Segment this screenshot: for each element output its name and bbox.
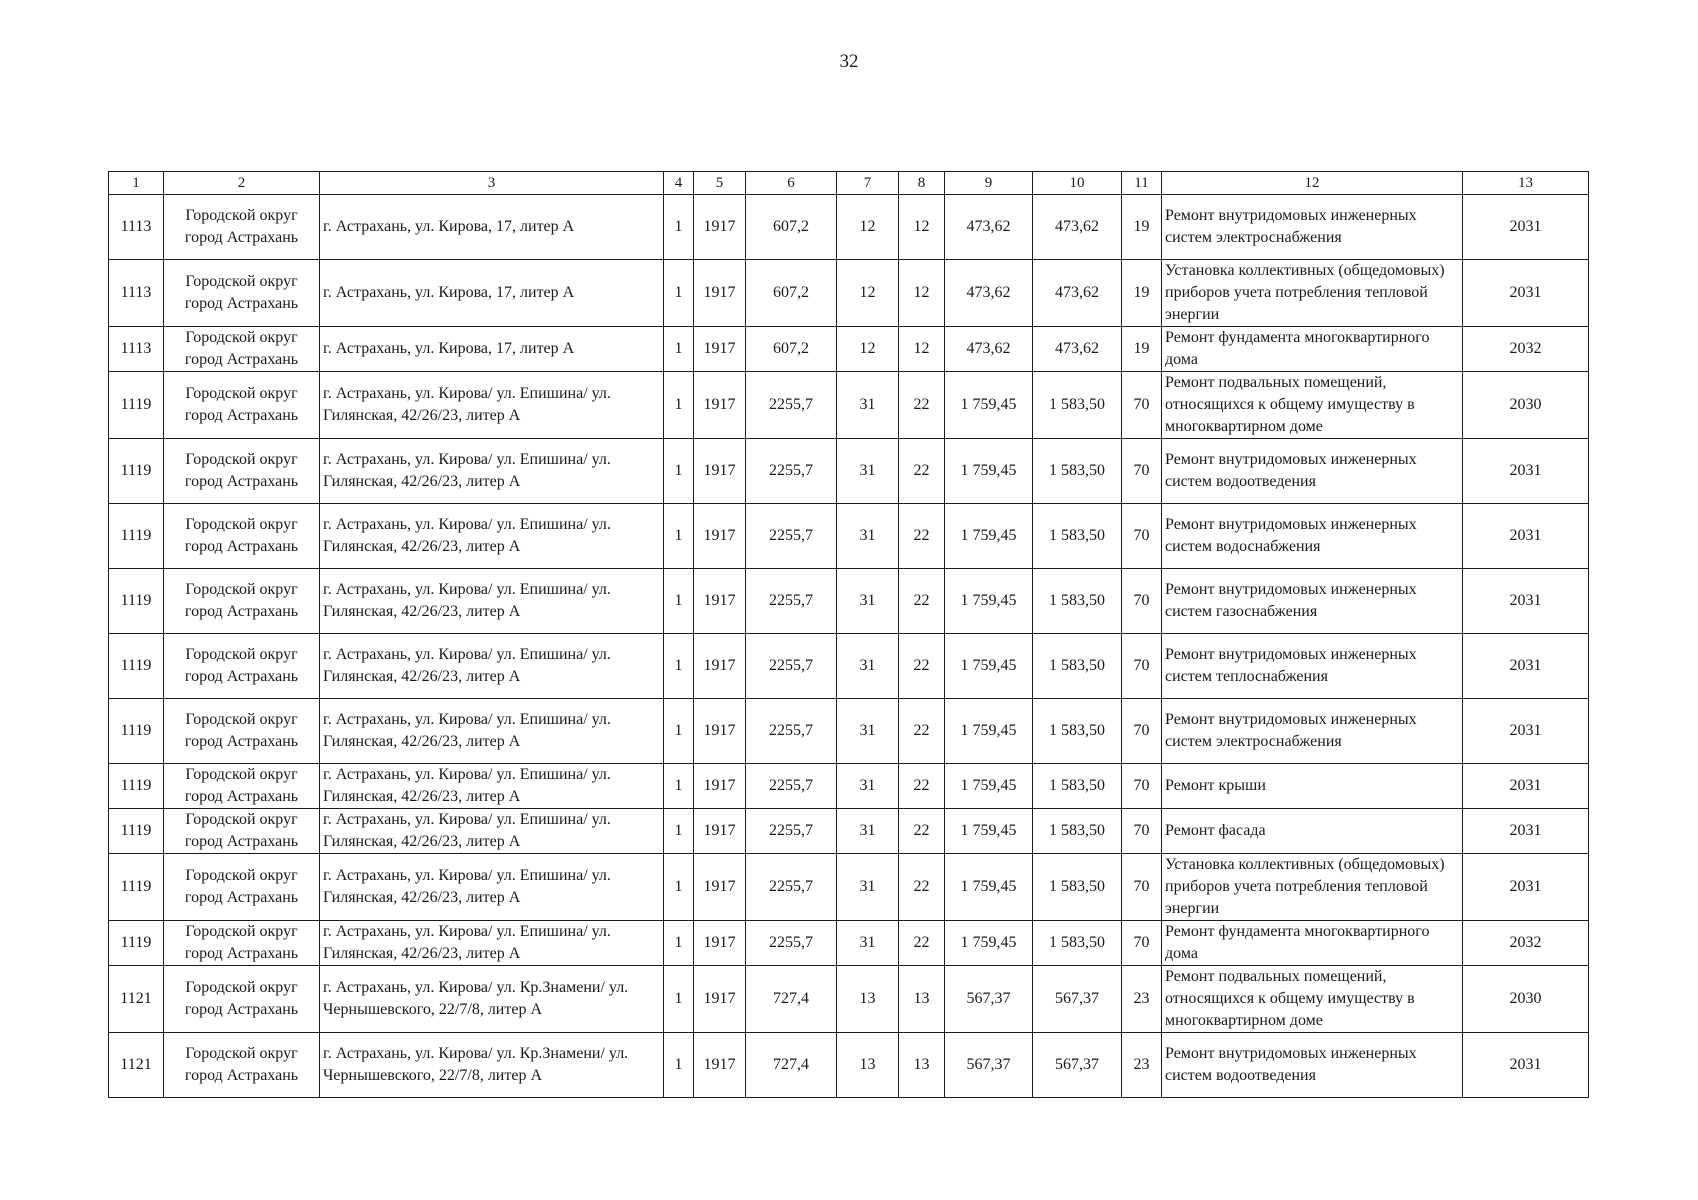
cell-col-8-value: 22 [899, 764, 945, 809]
cell-planned-year: 2032 [1463, 921, 1589, 966]
cell-planned-year: 2031 [1463, 439, 1589, 504]
cell-record-number: 1119 [109, 809, 164, 854]
cell-work-type: Ремонт подвальных помещений, относящихся к общему имуществу в многоквартирном доме [1162, 372, 1463, 439]
cell-col-9-area: 1 759,45 [945, 921, 1033, 966]
cell-work-type: Ремонт внутридомовых инженерных систем теплоснабжения [1162, 634, 1463, 699]
cell-total-area: 2255,7 [746, 439, 837, 504]
cell-municipality: Городской округ город Астрахань [164, 372, 320, 439]
cell-col-7-value: 31 [837, 439, 899, 504]
cell-address: г. Астрахань, ул. Кирова/ ул. Епишина/ ул. Гилянская, 42/26/23, литер А [320, 439, 664, 504]
cell-col-8-value: 13 [899, 1033, 945, 1098]
cell-col-7-value: 31 [837, 634, 899, 699]
table-row [109, 921, 1589, 966]
cell-planned-year: 2031 [1463, 1033, 1589, 1098]
cell-col-8-value: 22 [899, 921, 945, 966]
cell-work-type: Ремонт внутридомовых инженерных систем электроснабжения [1162, 699, 1463, 764]
table-row [109, 854, 1589, 921]
cell-col-11-value: 70 [1122, 809, 1162, 854]
cell-col-4-value: 1 [664, 439, 694, 504]
cell-total-area: 2255,7 [746, 764, 837, 809]
cell-col-7-value: 31 [837, 504, 899, 569]
cell-col-7-value: 31 [837, 921, 899, 966]
cell-record-number: 1119 [109, 699, 164, 764]
table-row [109, 1033, 1589, 1098]
cell-work-type: Ремонт фундамента многоквартирного дома [1162, 921, 1463, 966]
cell-address: г. Астрахань, ул. Кирова/ ул. Кр.Знамени/ ул. Чернышевского, 22/7/8, литер А [320, 1033, 664, 1098]
cell-record-number: 1113 [109, 195, 164, 260]
table-row [109, 966, 1589, 1033]
cell-municipality: Городской округ город Астрахань [164, 634, 320, 699]
cell-col-4-value: 1 [664, 966, 694, 1033]
cell-col-8-value: 13 [899, 966, 945, 1033]
cell-planned-year: 2031 [1463, 699, 1589, 764]
cell-work-type: Ремонт крыши [1162, 764, 1463, 809]
cell-record-number: 1119 [109, 439, 164, 504]
cell-municipality: Городской округ город Астрахань [164, 809, 320, 854]
cell-build-year: 1917 [694, 372, 746, 439]
cell-address: г. Астрахань, ул. Кирова/ ул. Епишина/ ул. Гилянская, 42/26/23, литер А [320, 764, 664, 809]
repair-schedule-table [108, 171, 1589, 1098]
cell-planned-year: 2031 [1463, 634, 1589, 699]
cell-col-10-area: 1 583,50 [1033, 854, 1122, 921]
cell-build-year: 1917 [694, 260, 746, 327]
cell-build-year: 1917 [694, 854, 746, 921]
cell-address: г. Астрахань, ул. Кирова/ ул. Епишина/ ул. Гилянская, 42/26/23, литер А [320, 504, 664, 569]
cell-municipality: Городской округ город Астрахань [164, 854, 320, 921]
table-header [109, 172, 1589, 195]
cell-planned-year: 2030 [1463, 966, 1589, 1033]
cell-col-11-value: 70 [1122, 764, 1162, 809]
table-row [109, 327, 1589, 372]
cell-col-9-area: 1 759,45 [945, 569, 1033, 634]
cell-col-9-area: 1 759,45 [945, 854, 1033, 921]
cell-col-8-value: 12 [899, 195, 945, 260]
cell-col-4-value: 1 [664, 569, 694, 634]
cell-record-number: 1119 [109, 634, 164, 699]
cell-col-8-value: 22 [899, 634, 945, 699]
cell-planned-year: 2030 [1463, 372, 1589, 439]
column-header-2: 2 [164, 172, 320, 195]
cell-work-type: Ремонт внутридомовых инженерных систем электроснабжения [1162, 195, 1463, 260]
cell-col-11-value: 19 [1122, 260, 1162, 327]
cell-col-7-value: 13 [837, 1033, 899, 1098]
cell-col-11-value: 70 [1122, 439, 1162, 504]
cell-municipality: Городской округ город Астрахань [164, 260, 320, 327]
column-header-4: 4 [664, 172, 694, 195]
cell-col-8-value: 12 [899, 260, 945, 327]
cell-work-type: Ремонт внутридомовых инженерных систем водоотведения [1162, 1033, 1463, 1098]
table-row [109, 809, 1589, 854]
cell-col-9-area: 1 759,45 [945, 372, 1033, 439]
column-header-3: 3 [320, 172, 664, 195]
cell-col-9-area: 1 759,45 [945, 439, 1033, 504]
cell-municipality: Городской округ город Астрахань [164, 439, 320, 504]
cell-build-year: 1917 [694, 699, 746, 764]
cell-total-area: 2255,7 [746, 372, 837, 439]
table-row [109, 195, 1589, 260]
cell-record-number: 1119 [109, 921, 164, 966]
cell-build-year: 1917 [694, 195, 746, 260]
cell-municipality: Городской округ город Астрахань [164, 569, 320, 634]
cell-col-11-value: 70 [1122, 921, 1162, 966]
table-row [109, 504, 1589, 569]
cell-col-10-area: 1 583,50 [1033, 921, 1122, 966]
column-header-10: 10 [1033, 172, 1122, 195]
cell-col-7-value: 31 [837, 764, 899, 809]
cell-col-11-value: 70 [1122, 569, 1162, 634]
cell-work-type: Ремонт подвальных помещений, относящихся к общему имуществу в многоквартирном доме [1162, 966, 1463, 1033]
cell-record-number: 1119 [109, 504, 164, 569]
cell-col-10-area: 473,62 [1033, 260, 1122, 327]
cell-total-area: 2255,7 [746, 504, 837, 569]
cell-work-type: Ремонт фасада [1162, 809, 1463, 854]
cell-col-8-value: 22 [899, 569, 945, 634]
cell-col-10-area: 1 583,50 [1033, 439, 1122, 504]
cell-col-11-value: 19 [1122, 327, 1162, 372]
cell-col-8-value: 22 [899, 699, 945, 764]
cell-col-11-value: 70 [1122, 634, 1162, 699]
cell-address: г. Астрахань, ул. Кирова/ ул. Епишина/ ул. Гилянская, 42/26/23, литер А [320, 854, 664, 921]
cell-col-7-value: 31 [837, 569, 899, 634]
cell-address: г. Астрахань, ул. Кирова/ ул. Епишина/ ул. Гилянская, 42/26/23, литер А [320, 699, 664, 764]
cell-col-8-value: 22 [899, 504, 945, 569]
cell-col-9-area: 1 759,45 [945, 634, 1033, 699]
cell-col-10-area: 1 583,50 [1033, 504, 1122, 569]
cell-address: г. Астрахань, ул. Кирова, 17, литер А [320, 260, 664, 327]
cell-col-8-value: 22 [899, 439, 945, 504]
cell-record-number: 1121 [109, 966, 164, 1033]
cell-col-8-value: 22 [899, 809, 945, 854]
cell-col-4-value: 1 [664, 1033, 694, 1098]
cell-col-7-value: 12 [837, 327, 899, 372]
cell-col-11-value: 70 [1122, 372, 1162, 439]
cell-col-4-value: 1 [664, 260, 694, 327]
cell-work-type: Ремонт внутридомовых инженерных систем водоотведения [1162, 439, 1463, 504]
column-header-9: 9 [945, 172, 1033, 195]
cell-col-11-value: 23 [1122, 966, 1162, 1033]
cell-total-area: 2255,7 [746, 634, 837, 699]
cell-total-area: 2255,7 [746, 921, 837, 966]
cell-build-year: 1917 [694, 439, 746, 504]
cell-col-8-value: 22 [899, 372, 945, 439]
cell-col-4-value: 1 [664, 921, 694, 966]
cell-total-area: 2255,7 [746, 699, 837, 764]
cell-municipality: Городской округ город Астрахань [164, 327, 320, 372]
cell-col-9-area: 473,62 [945, 327, 1033, 372]
cell-col-4-value: 1 [664, 634, 694, 699]
column-header-1: 1 [109, 172, 164, 195]
cell-build-year: 1917 [694, 1033, 746, 1098]
column-header-11: 11 [1122, 172, 1162, 195]
cell-municipality: Городской округ город Астрахань [164, 195, 320, 260]
table-row [109, 569, 1589, 634]
cell-record-number: 1119 [109, 854, 164, 921]
cell-col-8-value: 22 [899, 854, 945, 921]
cell-col-7-value: 12 [837, 260, 899, 327]
cell-total-area: 727,4 [746, 966, 837, 1033]
cell-build-year: 1917 [694, 921, 746, 966]
cell-build-year: 1917 [694, 569, 746, 634]
column-header-12: 12 [1162, 172, 1463, 195]
cell-col-9-area: 1 759,45 [945, 699, 1033, 764]
cell-planned-year: 2031 [1463, 764, 1589, 809]
cell-col-7-value: 12 [837, 195, 899, 260]
cell-col-11-value: 19 [1122, 195, 1162, 260]
cell-col-10-area: 1 583,50 [1033, 569, 1122, 634]
cell-municipality: Городской округ город Астрахань [164, 921, 320, 966]
cell-address: г. Астрахань, ул. Кирова/ ул. Кр.Знамени/ ул. Чернышевского, 22/7/8, литер А [320, 966, 664, 1033]
cell-total-area: 2255,7 [746, 569, 837, 634]
cell-col-11-value: 23 [1122, 1033, 1162, 1098]
cell-planned-year: 2031 [1463, 809, 1589, 854]
column-header-6: 6 [746, 172, 837, 195]
cell-planned-year: 2031 [1463, 195, 1589, 260]
cell-col-8-value: 12 [899, 327, 945, 372]
table-body [109, 195, 1589, 1098]
cell-total-area: 2255,7 [746, 854, 837, 921]
cell-col-4-value: 1 [664, 854, 694, 921]
table-row [109, 699, 1589, 764]
cell-address: г. Астрахань, ул. Кирова/ ул. Епишина/ ул. Гилянская, 42/26/23, литер А [320, 372, 664, 439]
cell-record-number: 1121 [109, 1033, 164, 1098]
cell-col-4-value: 1 [664, 699, 694, 764]
cell-record-number: 1119 [109, 764, 164, 809]
cell-build-year: 1917 [694, 764, 746, 809]
cell-col-4-value: 1 [664, 764, 694, 809]
cell-record-number: 1119 [109, 569, 164, 634]
cell-total-area: 607,2 [746, 327, 837, 372]
cell-municipality: Городской округ город Астрахань [164, 1033, 320, 1098]
column-header-5: 5 [694, 172, 746, 195]
cell-work-type: Установка коллективных (общедомовых) приборов учета потребления тепловой энергии [1162, 854, 1463, 921]
cell-address: г. Астрахань, ул. Кирова/ ул. Епишина/ ул. Гилянская, 42/26/23, литер А [320, 921, 664, 966]
cell-col-9-area: 473,62 [945, 260, 1033, 327]
column-header-7: 7 [837, 172, 899, 195]
cell-col-7-value: 31 [837, 372, 899, 439]
cell-total-area: 727,4 [746, 1033, 837, 1098]
cell-planned-year: 2031 [1463, 260, 1589, 327]
cell-planned-year: 2031 [1463, 504, 1589, 569]
cell-col-11-value: 70 [1122, 504, 1162, 569]
cell-address: г. Астрахань, ул. Кирова/ ул. Епишина/ ул. Гилянская, 42/26/23, литер А [320, 569, 664, 634]
page-number: 32 [839, 51, 859, 72]
cell-build-year: 1917 [694, 966, 746, 1033]
cell-col-4-value: 1 [664, 195, 694, 260]
cell-work-type: Ремонт внутридомовых инженерных систем водоснабжения [1162, 504, 1463, 569]
table-row [109, 260, 1589, 327]
cell-col-7-value: 31 [837, 854, 899, 921]
cell-municipality: Городской округ город Астрахань [164, 764, 320, 809]
cell-col-7-value: 31 [837, 809, 899, 854]
cell-address: г. Астрахань, ул. Кирова/ ул. Епишина/ ул. Гилянская, 42/26/23, литер А [320, 809, 664, 854]
cell-col-11-value: 70 [1122, 699, 1162, 764]
column-header-13: 13 [1463, 172, 1589, 195]
cell-address: г. Астрахань, ул. Кирова, 17, литер А [320, 327, 664, 372]
cell-planned-year: 2031 [1463, 569, 1589, 634]
column-number-row [109, 172, 1589, 195]
cell-col-4-value: 1 [664, 809, 694, 854]
cell-col-4-value: 1 [664, 327, 694, 372]
cell-col-9-area: 567,37 [945, 966, 1033, 1033]
cell-col-10-area: 1 583,50 [1033, 764, 1122, 809]
cell-col-9-area: 1 759,45 [945, 809, 1033, 854]
cell-total-area: 607,2 [746, 260, 837, 327]
cell-col-10-area: 1 583,50 [1033, 634, 1122, 699]
cell-col-10-area: 1 583,50 [1033, 699, 1122, 764]
cell-planned-year: 2032 [1463, 327, 1589, 372]
cell-planned-year: 2031 [1463, 854, 1589, 921]
cell-col-4-value: 1 [664, 504, 694, 569]
table-row [109, 372, 1589, 439]
table-row [109, 439, 1589, 504]
cell-address: г. Астрахань, ул. Кирова/ ул. Епишина/ ул. Гилянская, 42/26/23, литер А [320, 634, 664, 699]
cell-work-type: Ремонт внутридомовых инженерных систем газоснабжения [1162, 569, 1463, 634]
cell-col-10-area: 473,62 [1033, 327, 1122, 372]
cell-col-10-area: 1 583,50 [1033, 809, 1122, 854]
cell-municipality: Городской округ город Астрахань [164, 699, 320, 764]
column-header-8: 8 [899, 172, 945, 195]
cell-col-7-value: 13 [837, 966, 899, 1033]
cell-col-9-area: 567,37 [945, 1033, 1033, 1098]
cell-municipality: Городской округ город Астрахань [164, 966, 320, 1033]
cell-build-year: 1917 [694, 327, 746, 372]
cell-col-7-value: 31 [837, 699, 899, 764]
cell-col-11-value: 70 [1122, 854, 1162, 921]
cell-total-area: 607,2 [746, 195, 837, 260]
cell-col-4-value: 1 [664, 372, 694, 439]
cell-build-year: 1917 [694, 504, 746, 569]
cell-col-10-area: 473,62 [1033, 195, 1122, 260]
cell-record-number: 1113 [109, 260, 164, 327]
cell-col-9-area: 1 759,45 [945, 504, 1033, 569]
cell-col-10-area: 567,37 [1033, 966, 1122, 1033]
cell-address: г. Астрахань, ул. Кирова, 17, литер А [320, 195, 664, 260]
cell-col-9-area: 473,62 [945, 195, 1033, 260]
table-row [109, 764, 1589, 809]
cell-col-10-area: 567,37 [1033, 1033, 1122, 1098]
cell-record-number: 1113 [109, 327, 164, 372]
cell-municipality: Городской округ город Астрахань [164, 504, 320, 569]
cell-work-type: Ремонт фундамента многоквартирного дома [1162, 327, 1463, 372]
cell-col-9-area: 1 759,45 [945, 764, 1033, 809]
table-row [109, 634, 1589, 699]
cell-record-number: 1119 [109, 372, 164, 439]
cell-col-10-area: 1 583,50 [1033, 372, 1122, 439]
cell-build-year: 1917 [694, 634, 746, 699]
cell-total-area: 2255,7 [746, 809, 837, 854]
cell-build-year: 1917 [694, 809, 746, 854]
cell-work-type: Установка коллективных (общедомовых) приборов учета потребления тепловой энергии [1162, 260, 1463, 327]
